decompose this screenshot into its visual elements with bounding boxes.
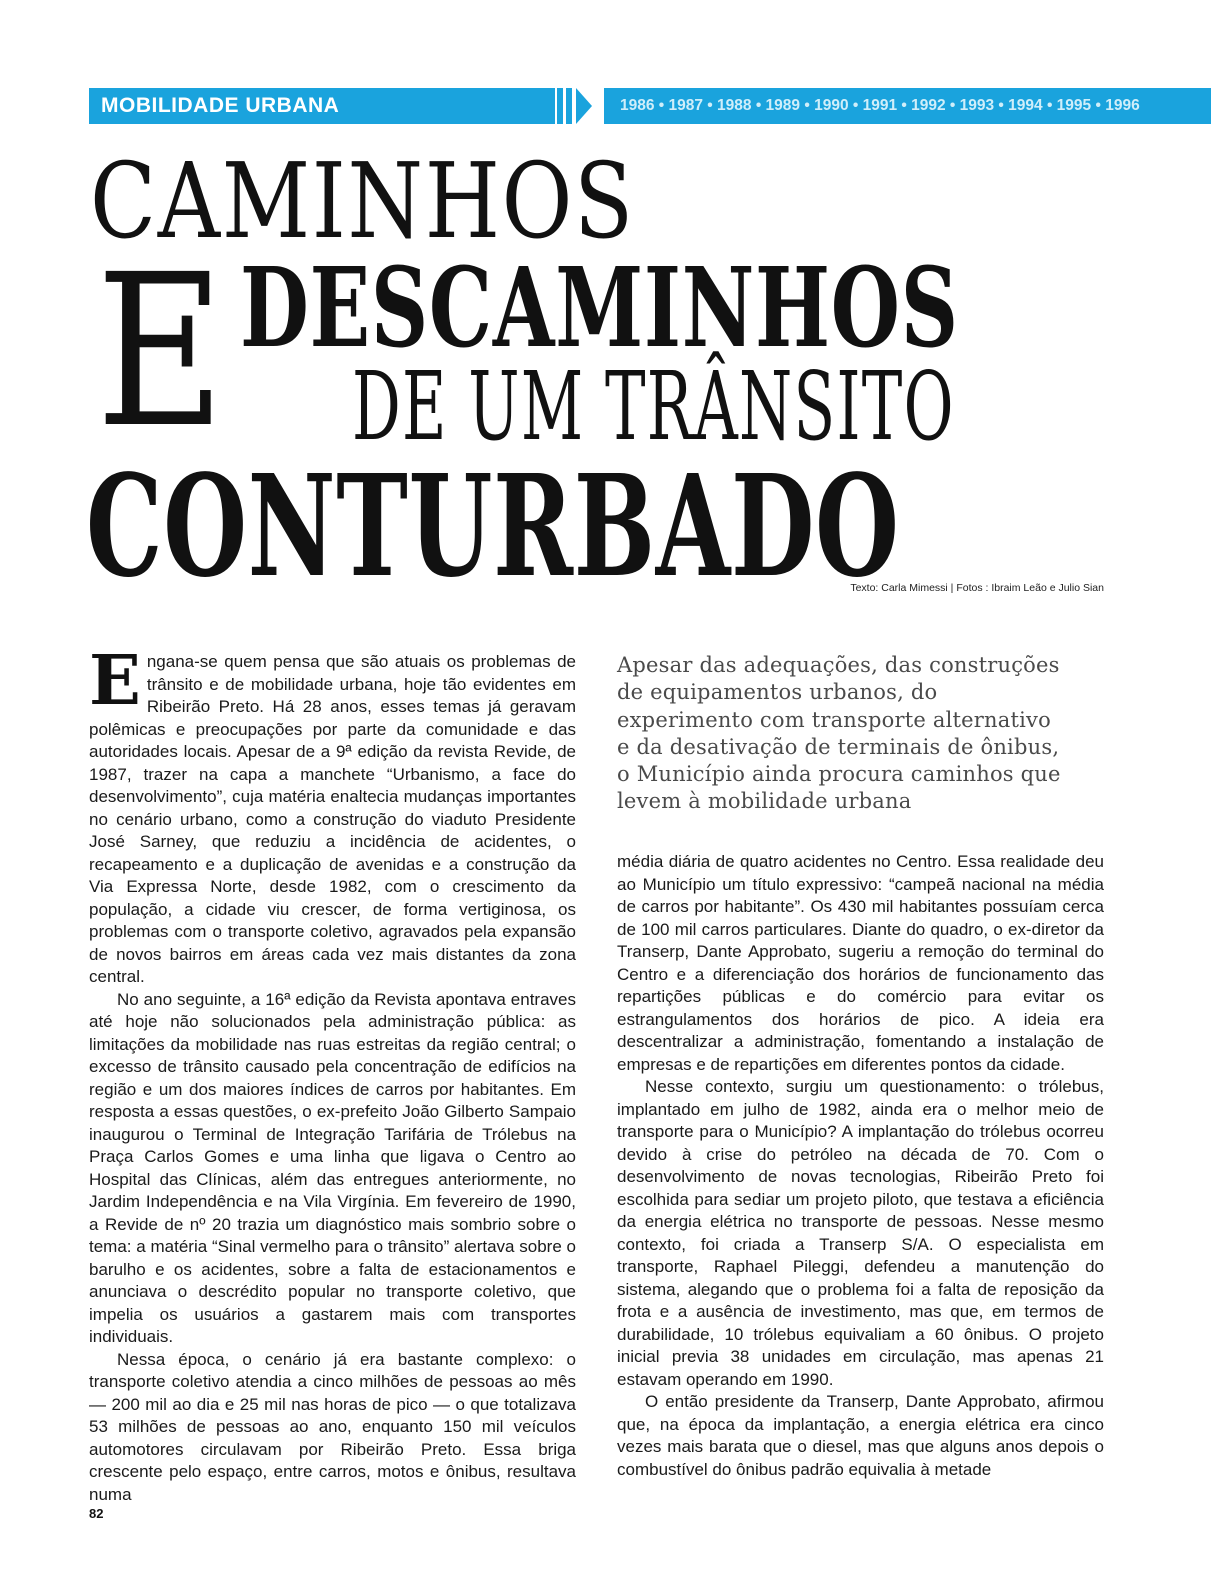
pull-quote-line: experimento com transporte alternativo: [617, 707, 1051, 732]
pull-quote-line: e da desativação de terminais de ônibus,: [617, 734, 1060, 759]
pull-quote-line: Apesar das adequações, das construções: [617, 653, 1060, 677]
paragraph-text: ngana-se quem pensa que são atuais os problemas de trânsito e de mobilidade urbana, hoje tão evidentes em Ribeirão Preto. Há 28 anos, esses temas já geravam polêmicas e preocupações por parte da comunidade e das autoridades locais. Apesar de a 9ª edição da revista Revide, de 1987, trazer na capa a manchete “Urbanismo, a face do desenvolvimento”, cuja matéria enaltecia mudanças importantes no cenário urbano, como a construção do viaduto Presidente José Sarney, que reduziu a incidência de acidentes, o recapeamento e a duplicação de avenidas e a construção da Via Expressa Norte, desde 1982, com o crescimento da população, a cidade viu crescer, de forma vertiginosa, os problemas com o transporte coletivo, agravados pela expansão de novos bairros em áreas cada vez mais distantes da zona central.: [89, 652, 576, 986]
years-timeline: 1986 • 1987 • 1988 • 1989 • 1990 • 1991 • 1992 • 1993 • 1994 • 1995 • 1996: [620, 97, 1140, 114]
chevron-right-icon: [556, 88, 602, 124]
article-column-left: [89, 641, 576, 1506]
title-line-conturbado: CONTURBADO: [86, 445, 900, 609]
pull-quote-line: o Município ainda procura caminhos que: [617, 762, 1061, 787]
pull-quote-line: de equipamentos urbanos, do: [617, 680, 938, 705]
paragraph: O então presidente da Transerp, Dante Approbato, afirmou que, na época da implantação, a energia elétrica era cinco vezes mais barata que o diesel, mas que alguns anos depois o combustível do ônibus padrão equivalia à metade: [617, 1392, 1104, 1479]
drop-cap: E: [89, 641, 141, 721]
paragraph: No ano seguinte, a 16ª edição da Revista apontava entraves até hoje não solucionados pela administração pública: as limitações da mobilidade nas ruas estreitas da região central; o excesso de trânsito causado pela concentração de edifícios na região e um dos maiores índices de carros por habitantes. Em resposta a essas questões, o ex-prefeito João Gilberto Sampaio inaugurou o Terminal de Integração Tarifária de Trólebus na Praça Carlos Gomes e uma linha que ligava o Centro ao Hospital das Clínicas, além das entregues anteriormente, no Jardim Independência e na Vila Virgínia. Em fevereiro de 1990, a Revide de nº 20 trazia um diagnóstico mais sombrio sobre o tema: a matéria “Sinal vermelho para o trânsito” alertava sobre o barulho e os acidentes, sobre a falta de estacionamentos e anunciava o descrédito popular no transporte coletivo, que impelia os usuários a gastarem mais com transportes individuais.: [89, 989, 576, 1346]
paragraph: média diária de quatro acidentes no Centro. Essa realidade deu ao Município um título expressivo: “campeã nacional na média de carros por habitante”. Os 430 mil habitantes possuíam cerca de 100 mil carros particulares. Diante do quadro, o ex-diretor da Transerp, Dante Approbato, sugeriu a remoção do terminal do Centro e a diferenciação dos horários de funcionamento das repartições públicas e do comércio para evitar os estrangulamentos dos horários de pico. A ideia era descentralizar a administração, fomentando a instalação de empresas e de repartições em diferentes pontos da cidade.: [617, 852, 1104, 1074]
section-label-bar: [89, 88, 555, 124]
title-line-descaminhos: DESCAMINHOS: [240, 243, 959, 372]
article-credits: Texto: Carla Mimessi | Fotos : Ibraim Leão e Julio Sian: [850, 582, 1104, 594]
paragraph: Nesse contexto, surgiu um questionamento: o trólebus, implantado em julho de 1982, ainda era o melhor meio de transporte para o Município? A implantação do trólebus ocorreu devido à crise do petróleo na década de 70. Com o desenvolvimento de novas tecnologias, Ribeirão Preto foi escolhida para sediar um projeto piloto, que testava a eficiência da energia elétrica no transporte de pessoas. Nesse mesmo contexto, foi criada a Transerp S/A. O especialista em transporte, Raphael Pileggi, defendeu a manutenção do sistema, alegando que o problema foi a falta de reposição da frota e a ausência de investimento, mas que, em termos de durabilidade, 10 trólebus equivaliam a 60 ônibus. O projeto inicial previa 38 unidades em circulação, mas apenas 21 estavam operando em 1990.: [617, 1077, 1104, 1389]
title-big-e: E: [96, 229, 225, 474]
years-timeline-bar: [604, 88, 1211, 124]
pull-quote-line: levem à mobilidade urbana: [617, 789, 912, 814]
article-column-right: [617, 851, 1104, 1481]
paragraph: Nessa época, o cenário já era bastante complexo: o transporte coletivo atendia a cinco milhões de pessoas ao mês — 200 mil ao dia e 25 mil nas horas de pico — o que totalizava 53 milhões de pessoas ao ano, enquanto 150 mil veículos automotores circulavam por Ribeirão Preto. Essa briga crescente pelo espaço, entre carros, motos e ônibus, resultava numa: [89, 1349, 576, 1504]
paragraph: [89, 641, 576, 989]
section-label: MOBILIDADE URBANA: [101, 94, 340, 117]
pull-quote: [617, 652, 1137, 816]
title-line-de-um-transito: DE UM TRÂNSITO: [352, 352, 955, 462]
title-line-caminhos: CAMINHOS: [90, 140, 635, 262]
page-number: 82: [89, 1506, 104, 1521]
